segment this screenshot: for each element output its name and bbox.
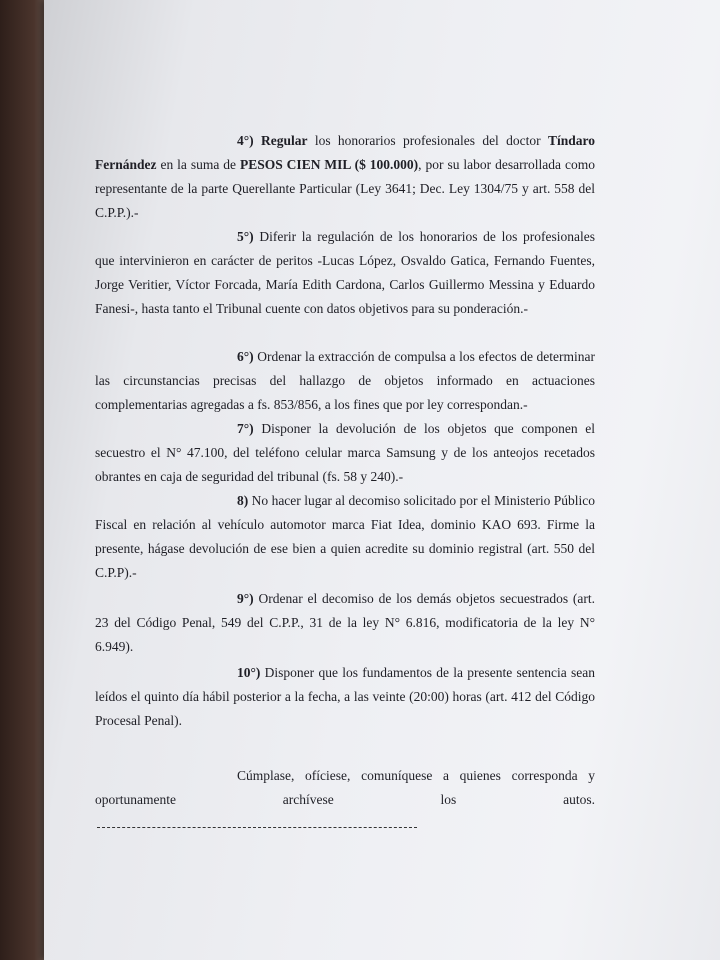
item-4-verb: Regular xyxy=(261,133,308,148)
item-10-text: Disponer que los fundamentos de la presente sentencia sean leídos el quinto día hábil posterior a la fecha, a las veinte (20:00) horas (art. 412 del Código Procesal Penal). xyxy=(95,665,595,728)
item-5 xyxy=(95,225,595,321)
item-8 xyxy=(95,489,595,585)
item-10 xyxy=(95,661,595,733)
item-9-text: Ordenar el decomiso de los demás objetos secuestrados (art. 23 del Código Penal, 549 del C.P.P., 31 de la ley N° 6.816, modificatoria de la ley N° 6.949). xyxy=(95,591,595,654)
binder-edge xyxy=(0,0,48,960)
item-7-text: Disponer la devolución de los objetos que componen el secuestro el N° 47.100, del teléfono celular marca Samsung y de los anteojos recetados obrantes en caja de seguridad del tribunal (fs. 58 y 240).- xyxy=(95,421,595,484)
item-4-text-1: los honorarios profesionales del doctor xyxy=(307,133,548,148)
item-5-text: Diferir la regulación de los honorarios de los profesionales que intervinieron en carácter de peritos -Lucas López, Osvaldo Gatica, Fernando Fuentes, Jorge Veritier, Víctor Forcada, María Edith Cardona, Carlos Guillermo Messina y Eduardo Fanesi-, hasta tanto el Tribunal cuente con datos objetivos para su ponderación.- xyxy=(95,229,595,316)
item-8-text: No hacer lugar al decomiso solicitado por el Ministerio Público Fiscal en relación al vehículo automotor marca Fiat Idea, dominio KAO 693. Firme la presente, hágase devolución de ese bien a quien acredite su dominio registral (art. 550 del C.P.P).- xyxy=(95,493,595,580)
item-10-number: 10°) xyxy=(237,665,261,680)
item-6-number: 6°) xyxy=(237,349,254,364)
closing-text: Cúmplase, ofíciese, comuníquese a quienes corresponda y oportunamente archívese los autos. xyxy=(95,768,595,807)
item-4-name: Tíndaro Fernández xyxy=(95,133,596,172)
item-7-number: 7°) xyxy=(237,421,254,436)
closing-paragraph xyxy=(95,764,595,836)
item-6 xyxy=(95,345,595,417)
item-9 xyxy=(95,587,595,659)
item-8-number: 8) xyxy=(237,493,249,508)
item-6-text: Ordenar la extracción de compulsa a los efectos de determinar las circunstancias precisas del hallazgo de objetos informado en actuaciones complementarias agregadas a fs. 853/856, a los fines que por ley correspondan.- xyxy=(95,349,595,412)
item-4-number: 4°) xyxy=(237,133,254,148)
item-5-number: 5°) xyxy=(237,229,254,244)
closing-dash-line xyxy=(97,827,417,828)
item-4-text-3: , por su labor desarrollada como representante de la parte Querellante Particular (Ley 3641; Dec. Ley 1304/75 y art. 558 del C.P.P.).- xyxy=(95,157,595,220)
item-9-number: 9°) xyxy=(237,591,254,606)
item-4 xyxy=(95,129,595,225)
item-7 xyxy=(95,417,595,489)
item-4-text-2: en la suma de xyxy=(156,157,240,172)
item-4-amount: PESOS CIEN MIL ($ 100.000) xyxy=(239,157,419,172)
